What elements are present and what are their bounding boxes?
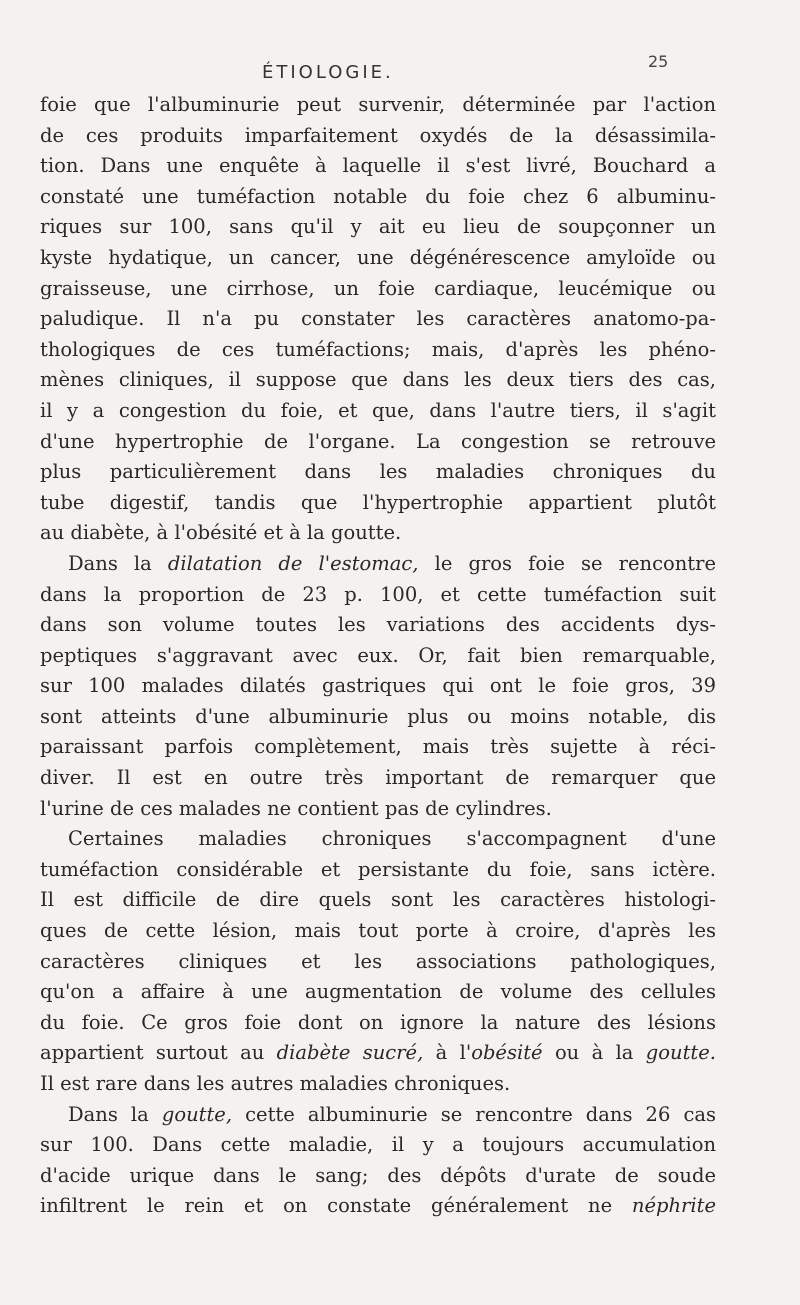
running-head — [0, 52, 800, 92]
text-line: d'une hypertrophie de l'organe. La congestion se retrouve — [40, 429, 716, 453]
text-run: infiltrent le rein et on constate généralement ne — [40, 1194, 632, 1218]
text-line: graisseuse, une cirrhose, un foie cardiaque, leucémique ou — [40, 276, 716, 300]
text-line: tube digestif, tandis que l'hypertrophie appartient plutôt — [40, 490, 716, 514]
body-text — [40, 90, 716, 1222]
text-line: foie que l'albuminurie peut survenir, déterminée par l'action — [40, 93, 716, 116]
text-line — [40, 1038, 716, 1069]
text-line: paraissant parfois complètement, mais très sujette à réci- — [40, 735, 716, 759]
text-line: il y a congestion du foie, et que, dans l'autre tiers, il s'agit — [40, 398, 716, 422]
text-line: peptiques s'aggravant avec eux. Or, fait bien remarquable, — [40, 643, 716, 667]
text-line: tion. Dans une enquête à laquelle il s'est livré, Bouchard a — [40, 154, 716, 178]
text-line — [40, 1191, 716, 1222]
text-line: paludique. Il n'a pu constater les caractères anatomo-pa- — [40, 307, 716, 331]
text-line: tuméfaction considérable et persistante du foie, sans ictère. — [40, 857, 716, 881]
text-line: sur 100. Dans cette maladie, il y a toujours accumulation — [40, 1133, 716, 1157]
text-line: sur 100 malades dilatés gastriques qui ont le foie gros, 39 — [40, 674, 716, 698]
chapter-title: ÉTIOLOGIE. — [262, 62, 394, 83]
text-line: kyste hydatique, un cancer, une dégénérescence amyloïde ou — [40, 245, 716, 269]
text-line: du foie. Ce gros foie dont on ignore la nature des lésions — [40, 1010, 716, 1034]
text-run: appartient surtout au — [40, 1041, 277, 1065]
text-line: caractères cliniques et les associations pathologiques, — [40, 949, 716, 973]
text-line: dans son volume toutes les variations des accidents dys- — [40, 613, 716, 637]
text-line: au diabète, à l'obésité et à la goutte. — [40, 521, 402, 545]
text-run: cette albuminurie se rencontre dans 26 cas — [232, 1102, 716, 1126]
text-line: Il est difficile de dire quels sont les caractères histologi- — [40, 888, 716, 912]
text-line — [40, 1100, 716, 1131]
text-line: dans la proportion de 23 p. 100, et cette tuméfaction suit — [40, 582, 716, 606]
text-line: plus particulièrement dans les maladies chroniques du — [40, 460, 716, 484]
text-run: le gros foie se rencontre — [418, 551, 716, 575]
text-line: qu'on a affaire à une augmentation de volume des cellules — [40, 980, 716, 1004]
italic-run: goutte, — [161, 1102, 233, 1126]
text-line: riques sur 100, sans qu'il y ait eu lieu de soupçonner un — [40, 215, 716, 239]
text-line: mènes cliniques, il suppose que dans les deux tiers des cas, — [40, 368, 716, 392]
text-line: Certaines maladies chroniques s'accompagnent d'une — [68, 827, 716, 851]
text-line: d'acide urique dans le sang; des dépôts d'urate de soude — [40, 1163, 716, 1187]
italic-run: diabète sucré, — [276, 1041, 424, 1065]
text-line: constaté une tuméfaction notable du foie chez 6 albuminu- — [40, 184, 716, 208]
italic-run: néphrite — [631, 1194, 716, 1218]
text-line: diver. Il est en outre très important de remarquer que — [40, 766, 716, 790]
text-line — [40, 549, 716, 580]
italic-run: goutte. — [645, 1041, 716, 1065]
text-line: de ces produits imparfaitement oxydés de la désassimila- — [40, 123, 716, 147]
text-run: à l' — [423, 1041, 472, 1065]
text-line: sont atteints d'une albuminurie plus ou moins notable, dis — [40, 704, 716, 728]
italic-run: obésité — [471, 1041, 543, 1065]
text-run: Dans la — [68, 1102, 162, 1126]
page-number: 25 — [648, 52, 669, 71]
text-line: l'urine de ces malades ne contient pas de cylindres. — [40, 796, 552, 820]
text-line: thologiques de ces tuméfactions; mais, d'après les phéno- — [40, 337, 716, 361]
text-line: ques de cette lésion, mais tout porte à croire, d'après les — [40, 919, 716, 943]
text-line: Il est rare dans les autres maladies chroniques. — [40, 1072, 511, 1095]
text-run: ou à la — [542, 1041, 646, 1065]
text-run: Dans la — [68, 551, 168, 575]
italic-run: dilatation de l'estomac, — [167, 551, 419, 575]
